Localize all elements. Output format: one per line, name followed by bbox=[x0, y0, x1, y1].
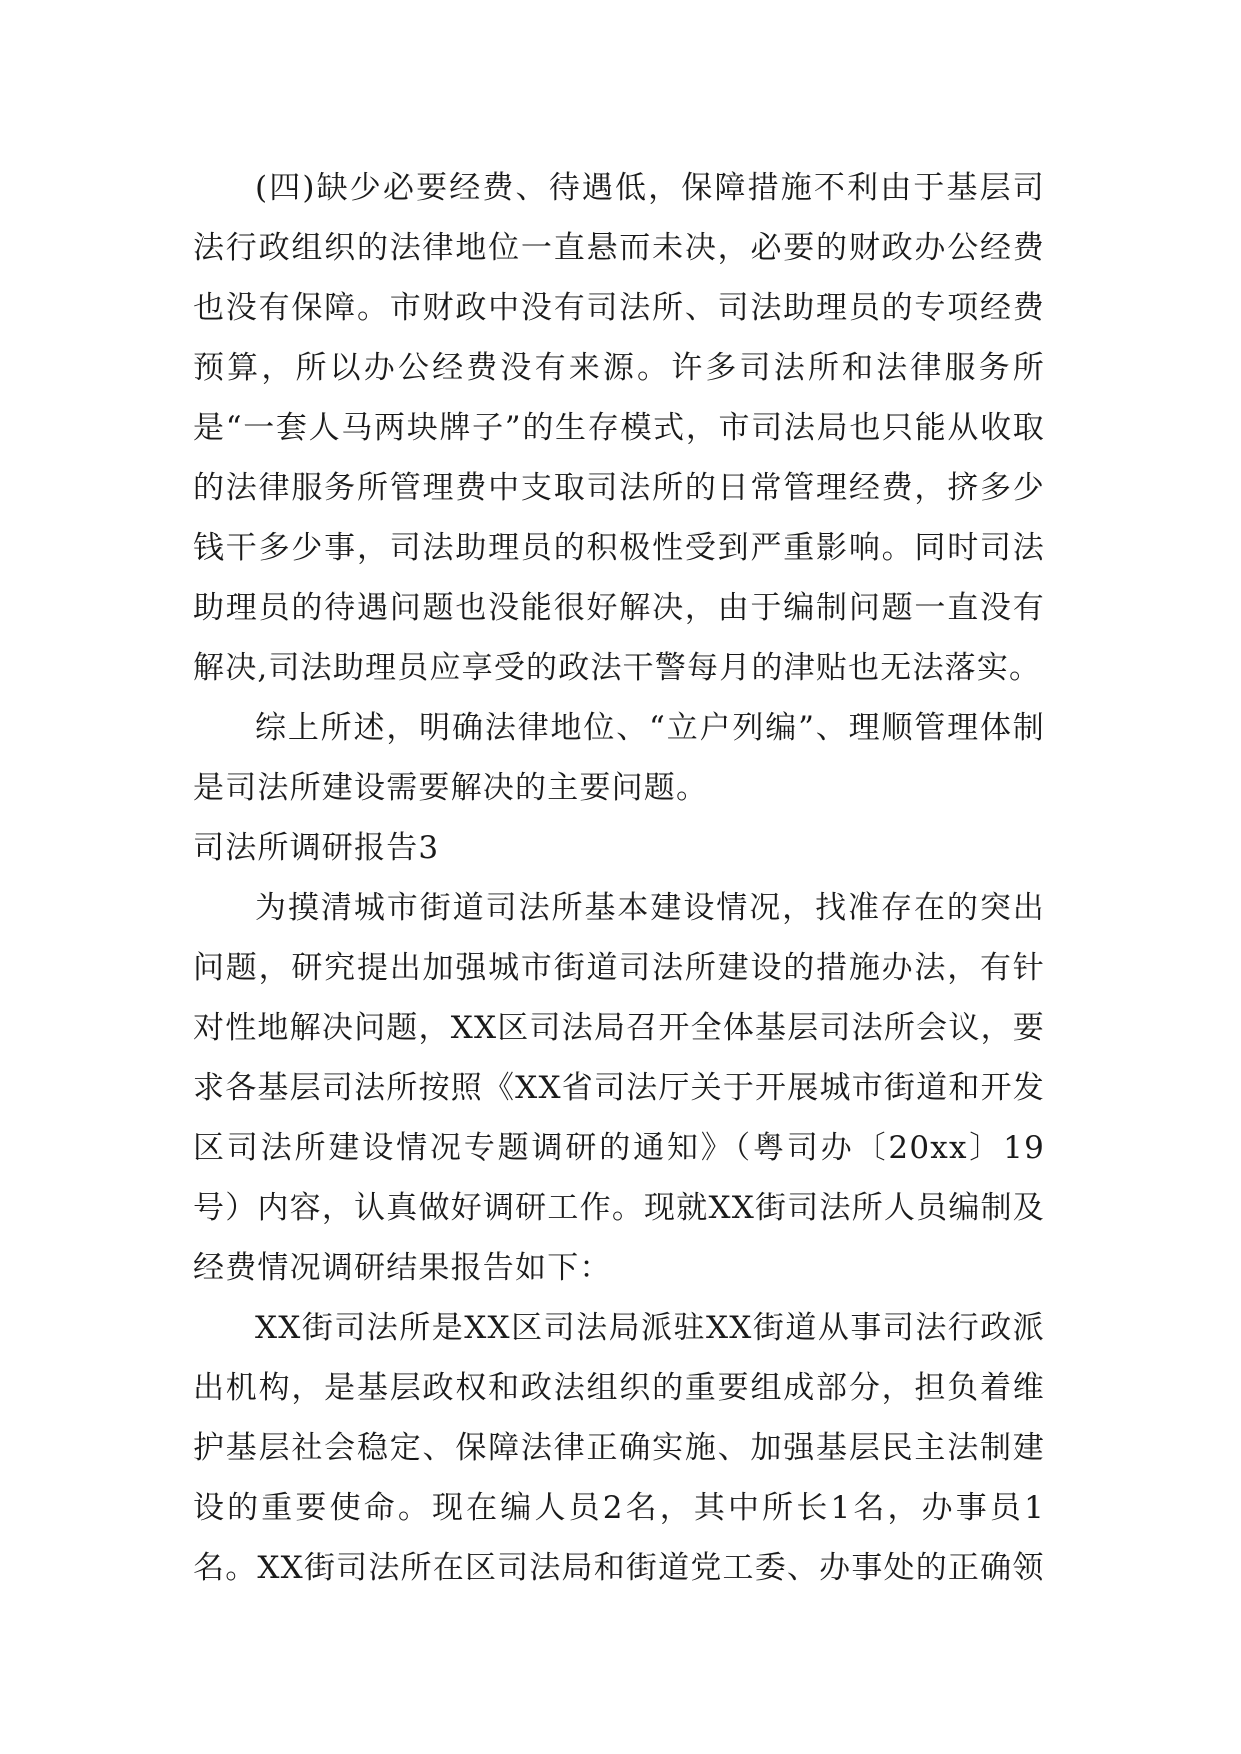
paragraph-funding-issues: (四)缺少必要经费、待遇低，保障措施不利由于基层司法行政组织的法律地位一直悬而未决，必要的财政办公经费也没有保障。市财政中没有司法所、司法助理员的专项经费预算，所以办公经费没有来源。许多司法所和法律服务所是“一套人马两块牌子”的生存模式，市司法局也只能从收取的法律服务所管理费中支取司法所的日常管理经费，挤多少钱干多少事，司法助理员的积极性受到严重影响。同时司法助理员的待遇问题也没能很好解决，由于编制问题一直没有解决,司法助理员应享受的政法干警每月的津贴也无法落实。 bbox=[193, 170, 1045, 686]
section-heading: 司法所调研报告3 bbox=[193, 830, 440, 866]
document-body bbox=[193, 158, 1045, 1598]
paragraph-research-intro: 为摸清城市街道司法所基本建设情况，找准存在的突出问题，研究提出加强城市街道司法所建设的措施办法，有针对性地解决问题，XX区司法局召开全体基层司法所会议，要求各基层司法所按照《XX省司法厅关于开展城市街道和开发区司法所建设情况专题调研的通知》（粤司办〔20xx〕19号）内容，认真做好调研工作。现就XX街司法所人员编制及经费情况调研结果报告如下： bbox=[193, 890, 1045, 1286]
paragraph-summary: 综上所述，明确法律地位、“立户列编”、理顺管理体制是司法所建设需要解决的主要问题。 bbox=[193, 710, 1045, 806]
paragraph-office-description: XX街司法所是XX区司法局派驻XX街道从事司法行政派出机构，是基层政权和政法组织的重要组成部分，担负着维护基层社会稳定、保障法律正确实施、加强基层民主法制建设的重要使命。现在编人员2名，其中所长1名，办事员1名。XX街司法所在区司法局和街道党工委、办事处的正确领 bbox=[193, 1310, 1045, 1586]
